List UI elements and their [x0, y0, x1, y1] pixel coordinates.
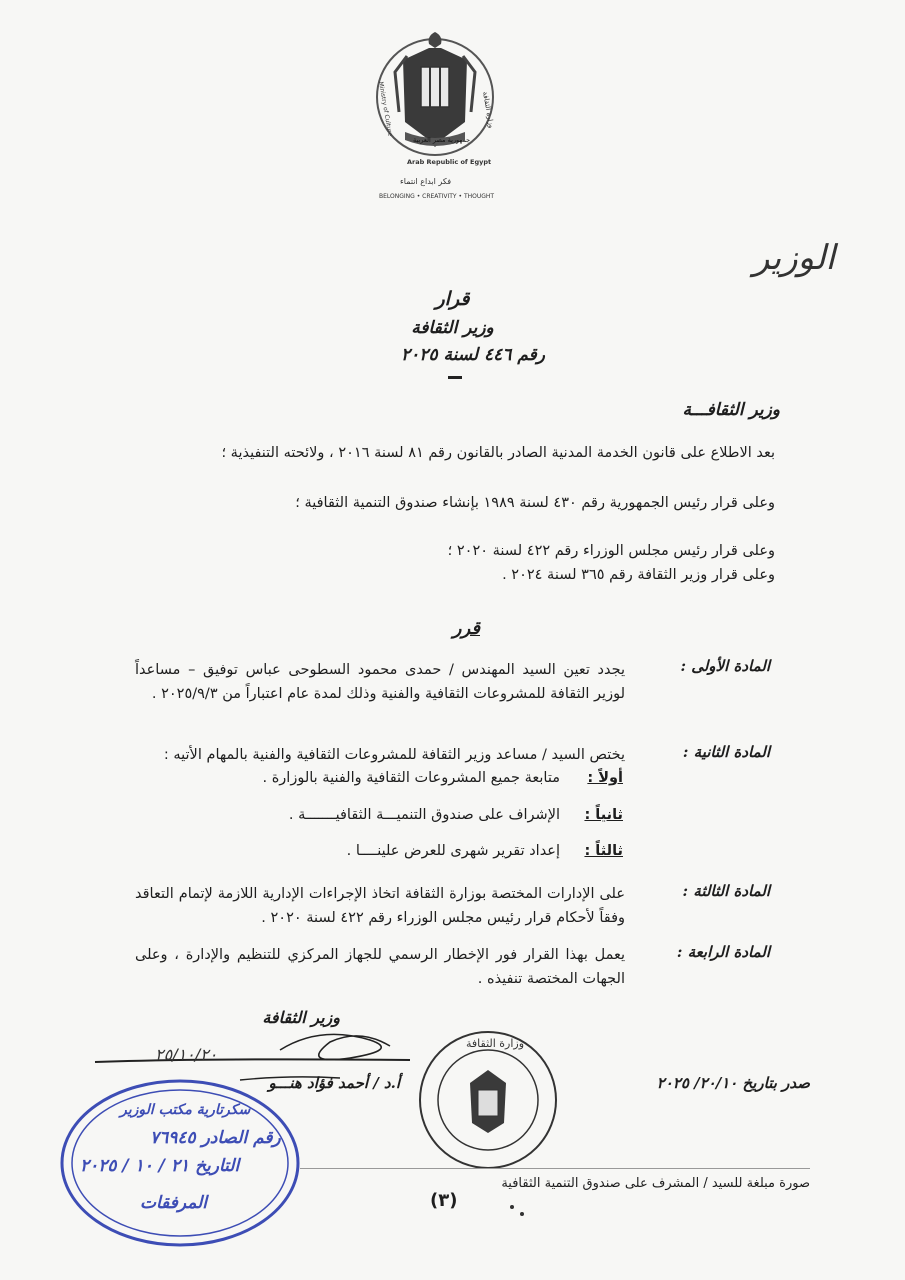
stamp-date: التاريخ ٢١ / ١٠ / ٢٠٢٥ — [80, 1156, 240, 1176]
task-item-text: الإشراف على صندوق التنميـــة الثقافيـــــــة . — [288, 807, 560, 823]
signatory-name: أ.د / أحمد فؤاد هنـــو — [268, 1074, 400, 1092]
stamp-attachments: المرفقات — [140, 1193, 208, 1213]
article-text: يجدد تعين السيد المهندس / حمدى محمود السطوحى عباس توفيق – مساعداً لوزير الثقافة للمشروعات الثقافية والفنية وذلك لمدة عام اعتباراً من ٢٠٢٥/٩/٣ . — [135, 662, 625, 702]
svg-text:Ministry of Culture: Ministry of Culture — [377, 81, 394, 137]
footer-divider — [300, 1168, 810, 1169]
svg-text:BELONGING • CREATIVITY • THOUG: BELONGING • CREATIVITY • THOUGHT — [379, 193, 495, 200]
minister-handwritten-mark: الوزير — [752, 238, 835, 278]
signatory-title: وزير الثقافة — [262, 1008, 340, 1027]
article-label: المادة الثالثة : — [682, 882, 770, 900]
task-item-text: إعداد تقرير شهرى للعرض علينــــا . — [346, 843, 560, 859]
preamble-line: بعد الاطلاع على قانون الخدمة المدنية الصادر بالقانون رقم ٨١ لسنة ٢٠١٦ ، ولائحته التنفيذية ؛ — [221, 445, 775, 461]
svg-text:فكر ابداع انتماء: فكر ابداع انتماء — [400, 177, 452, 186]
article-text: يعمل بهذا القرار فور الإخطار الرسمي للجهاز المركزي للتنظيم والإدارة ، وعلى الجهات المختصة تنفيذه . — [135, 947, 625, 987]
task-item-label: ثالثاً : — [584, 843, 623, 859]
ministry-emblem-logo — [365, 12, 525, 212]
decree-title: قرار — [435, 288, 470, 310]
stamp-outgoing-number: رقم الصادر ٧٦٩٤٥ — [150, 1128, 281, 1148]
article-label: المادة الرابعة : — [676, 943, 770, 961]
page-number: (٣) — [430, 1190, 458, 1211]
article-label: المادة الأولى : — [680, 657, 770, 675]
official-seal — [408, 1025, 568, 1175]
task-item-label: أولاً : — [587, 770, 623, 786]
decided-heading: قرر — [452, 618, 480, 639]
article-text: على الإدارات المختصة بوزارة الثقافة اتخاذ الإجراءات الإدارية اللازمة لإتمام التعاقد وفقاً لأحكام قرار رئيس مجلس الوزراء رقم ٤٢٢ لسنة ٢٠٢٠ . — [135, 886, 625, 926]
stamp-office-text: سكرتارية مكتب الوزير — [120, 1102, 251, 1118]
svg-text:Arab Republic of Egypt: Arab Republic of Egypt — [407, 158, 492, 166]
decree-number: رقم ٤٤٦ لسنة ٢٠٢٥ — [401, 345, 545, 365]
preamble-line: وعلى قرار رئيس مجلس الوزراء رقم ٤٢٢ لسنة ٢٠٢٠ ؛ — [447, 543, 775, 559]
article-label: المادة الثانية : — [682, 743, 770, 761]
svg-text:وزارة الثقافة: وزارة الثقافة — [481, 90, 496, 129]
copy-notice: صورة مبلغة للسيد / المشرف على صندوق التنمية الثقافية — [501, 1176, 810, 1191]
issuer-heading: وزير الثقافـــة — [682, 400, 780, 420]
svg-text:وزارة الثقافة: وزارة الثقافة — [466, 1037, 525, 1050]
decorative-dot — [510, 1205, 514, 1209]
preamble-line: وعلى قرار رئيس الجمهورية رقم ٤٣٠ لسنة ١٩٨٩ بإنشاء صندوق التنمية الثقافية ؛ — [295, 495, 775, 511]
decree-issuer-title: وزير الثقافة — [411, 318, 494, 338]
title-separator — [448, 376, 462, 379]
issue-date: صدر بتاريخ ٢٠/١٠/ ٢٠٢٥ — [656, 1074, 810, 1092]
decorative-dot — [520, 1212, 524, 1216]
handwritten-date: ٢٥/١٠/٢٠ — [155, 1045, 218, 1064]
preamble-line: وعلى قرار وزير الثقافة رقم ٣٦٥ لسنة ٢٠٢٤ . — [502, 567, 775, 583]
svg-text:جمهورية مصر العربية: جمهورية مصر العربية — [413, 136, 471, 144]
task-item-label: ثانياً : — [584, 807, 623, 823]
task-item-text: متابعة جميع المشروعات الثقافية والفنية بالوزارة . — [262, 770, 560, 786]
article-text: يختص السيد / مساعد وزير الثقافة للمشروعات الثقافية والفنية بالمهام الأتيه : — [163, 747, 625, 763]
